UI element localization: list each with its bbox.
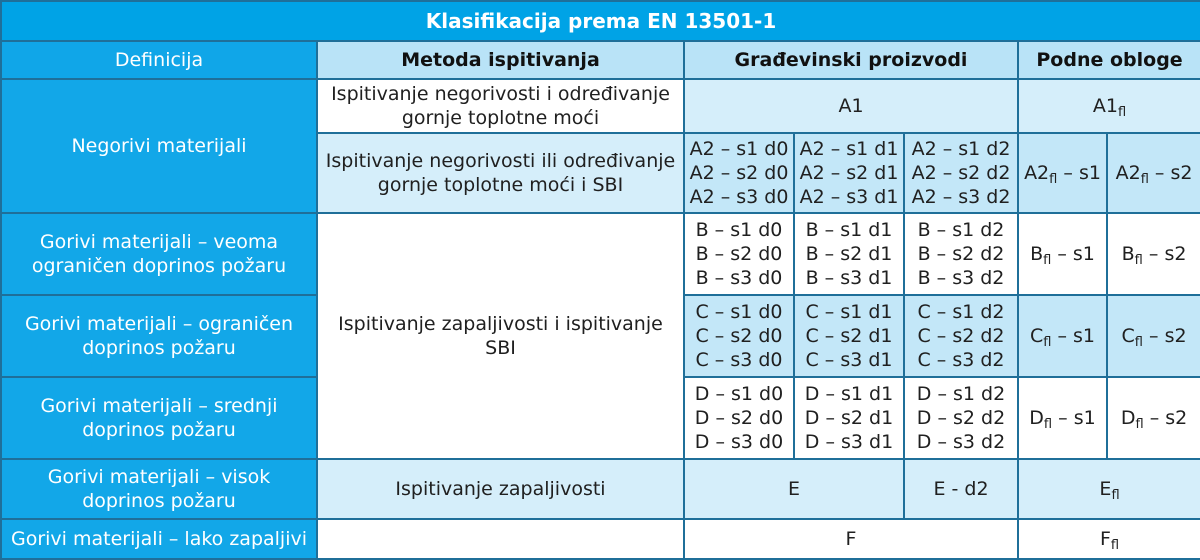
method-a1: Ispitivanje negorivosti i određivanje gornje toplotne moći xyxy=(317,79,684,133)
class-bfl-s2: $B_{fl} - s2$ xyxy=(1107,213,1200,295)
class-c-col-d1: C – s1 d1 C – s2 d1 C – s3 d1 xyxy=(794,295,904,377)
class-e: E xyxy=(684,459,904,519)
definition-b: Gorivi materijali – veoma ograničen doprinos požaru xyxy=(1,213,317,295)
class-b-col-d2: B – s1 d2 B – s2 d2 B – s3 d2 xyxy=(904,213,1018,295)
class-e-d2: E - d2 xyxy=(904,459,1018,519)
class-ffl: $F_{fl}$ xyxy=(1018,519,1200,559)
definition-e: Gorivi materijali – visok doprinos požaru xyxy=(1,459,317,519)
definition-d: Gorivi materijali – srednji doprinos požaru xyxy=(1,377,317,459)
definition-f: Gorivi materijali – lako zapaljivi xyxy=(1,519,317,559)
method-a2: Ispitivanje negorivosti ili određivanje gornje toplotne moći i SBI xyxy=(317,133,684,213)
class-a2-col-d2: A2 – s1 d2 A2 – s2 d2 A2 – s3 d2 xyxy=(904,133,1018,213)
class-efl: $E_{fl}$ xyxy=(1018,459,1200,519)
header-method: Metoda ispitivanja xyxy=(317,41,684,79)
class-c-col-d2: C – s1 d2 C – s2 d2 C – s3 d2 xyxy=(904,295,1018,377)
class-c-col-d0: C – s1 d0 C – s2 d0 C – s3 d0 xyxy=(684,295,794,377)
class-dfl-s1: $D_{fl} - s1$ xyxy=(1018,377,1107,459)
class-b-col-d0: B – s1 d0 B – s2 d0 B – s3 d0 xyxy=(684,213,794,295)
class-a1: A1 xyxy=(684,79,1018,133)
class-d-col-d1: D – s1 d1 D – s2 d1 D – s3 d1 xyxy=(794,377,904,459)
class-a2-col-d0: A2 – s1 d0 A2 – s2 d0 A2 – s3 d0 xyxy=(684,133,794,213)
header-building-products: Građevinski proizvodi xyxy=(684,41,1018,79)
table-title: Klasifikacija prema EN 13501-1 xyxy=(1,1,1200,41)
class-a2-col-d1: A2 – s1 d1 A2 – s2 d1 A2 – s3 d1 xyxy=(794,133,904,213)
definition-c: Gorivi materijali – ograničen doprinos požaru xyxy=(1,295,317,377)
class-bfl-s1: $B_{fl} - s1$ xyxy=(1018,213,1107,295)
class-cfl-s1: $C_{fl} - s1$ xyxy=(1018,295,1107,377)
class-d-col-d0: D – s1 d0 D – s2 d0 D – s3 d0 xyxy=(684,377,794,459)
definition-negorivi: Negorivi materijali xyxy=(1,79,317,213)
class-dfl-s2: $D_{fl} - s2$ xyxy=(1107,377,1200,459)
method-e: Ispitivanje zapaljivosti xyxy=(317,459,684,519)
class-a2fl-s2: $A2_{fl} - s2$ xyxy=(1107,133,1200,213)
method-f-empty xyxy=(317,519,684,559)
header-definition: Definicija xyxy=(1,41,317,79)
class-a1fl: $A1_{fl}$ xyxy=(1018,79,1200,133)
class-b-col-d1: B – s1 d1 B – s2 d1 B – s3 d1 xyxy=(794,213,904,295)
header-floor-coverings: Podne obloge xyxy=(1018,41,1200,79)
class-f: F xyxy=(684,519,1018,559)
class-a2fl-s1: $A2_{fl} - s1$ xyxy=(1018,133,1107,213)
class-d-col-d2: D – s1 d2 D – s2 d2 D – s3 d2 xyxy=(904,377,1018,459)
class-cfl-s2: $C_{fl} - s2$ xyxy=(1107,295,1200,377)
method-shared-sbi: Ispitivanje zapaljivosti i ispitivanje SBI xyxy=(317,213,684,459)
